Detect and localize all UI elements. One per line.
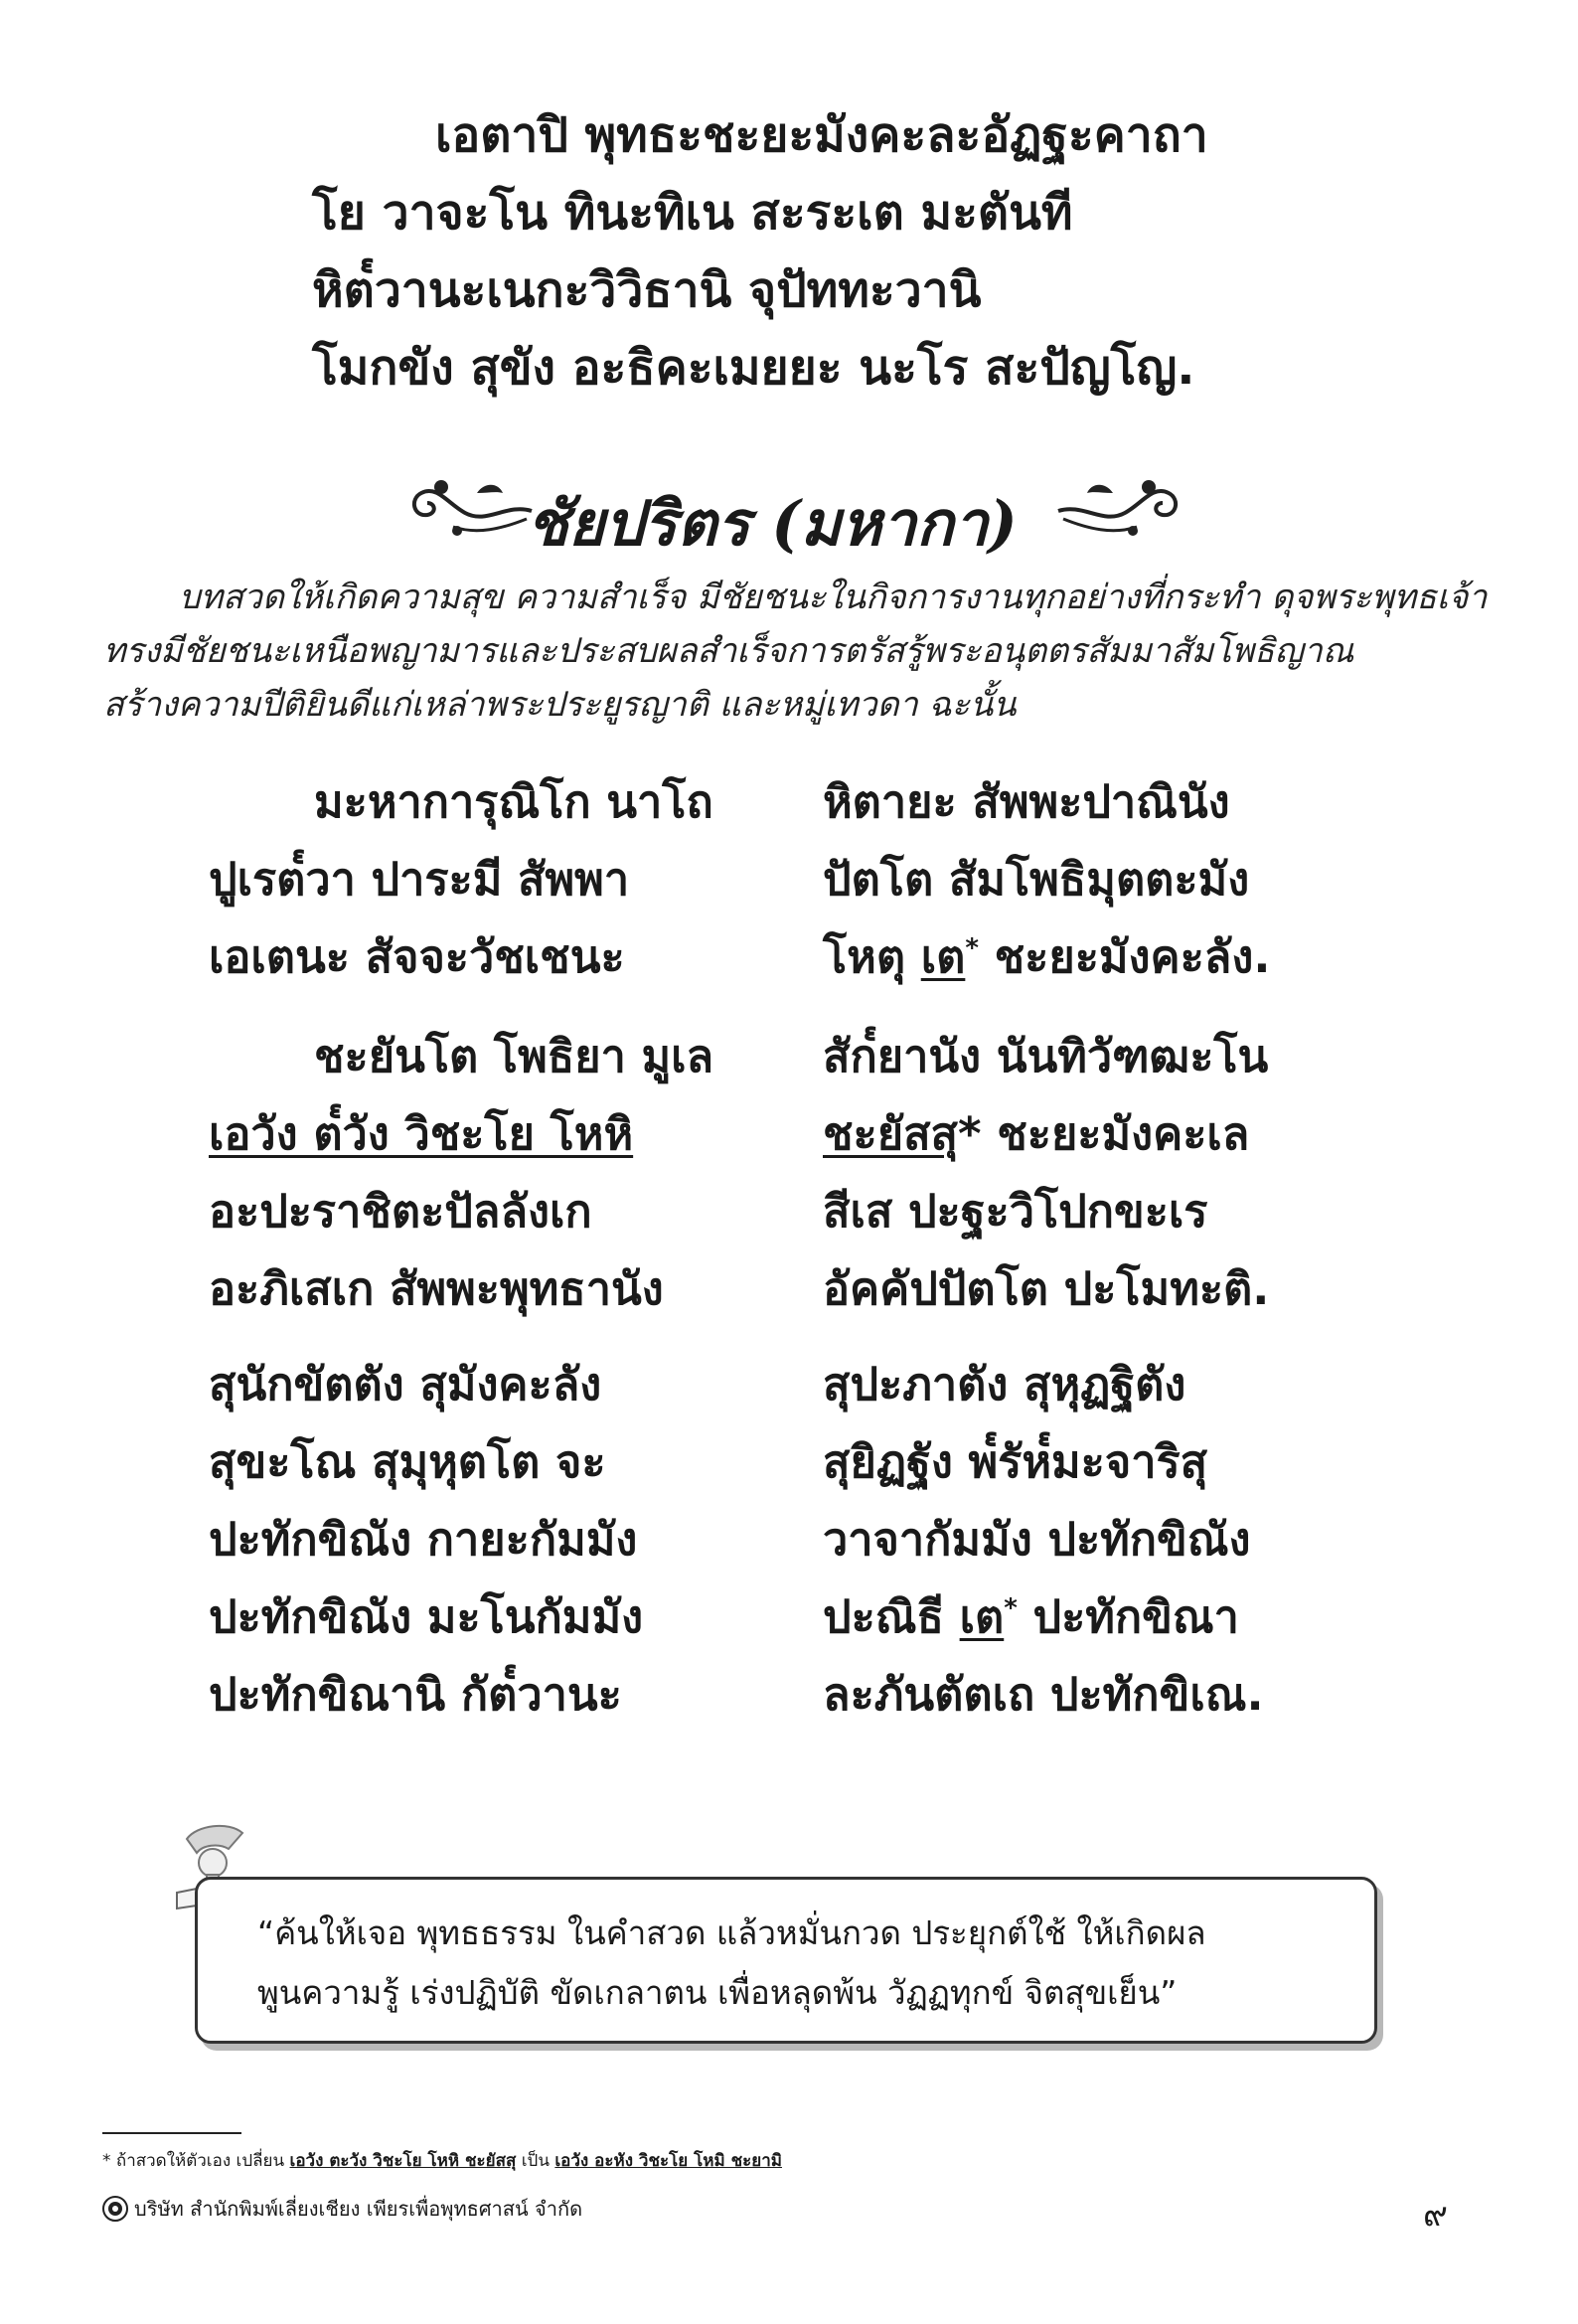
intro-line-1: บทสวดให้เกิดความสุข ความสำเร็จ มีชัยชนะในกิจการงานทุกอย่างที่กระทำ ดุจพระพุทธเจ้า [179,578,1488,617]
stanza2-left-line-2: เอวัง ต๎วัง วิชะโย โหหิ [209,1107,634,1160]
footnote [102,2147,782,2174]
stanza1-right-line-1: หิตายะ สัพพะปาณินัง [823,775,1230,828]
footnote-mark: * [1004,1593,1018,1623]
stanza2-right-line-2 [823,1107,1250,1160]
section-title: ชัยปริตร (มหากา) [527,487,1018,560]
verse-line-2: โย วาจะโน ทินะทิเน สะระเต มะตันที [312,185,1073,241]
underlined-substitution: ชะยัสสุ [823,1107,959,1160]
stanza2-right-line-1: สัก๎ยานัง นันทิวัฑฒะโน [823,1030,1269,1082]
footnote-mark: * [958,1107,982,1160]
footnote-original-phrase: เอวัง ตะวัง วิชะโย โหหิ ชะยัสสุ [289,2151,517,2171]
underlined-substitution: เต [959,1590,1005,1643]
stanza3-left-line-5: ปะทักขิณานิ กัต๎วานะ [209,1668,622,1721]
page-number: ๙ [1423,2195,1448,2235]
quote-line-1: “ค้นให้เจอ พุทธธรรม ในคำสวด แล้วหมั่นกวด ประยุกต์ใช้ ให้เกิดผล [257,1913,1206,1952]
footnote-replacement-phrase: เอวัง อะหัง วิชะโย โหมิ ชะยามิ [554,2151,782,2171]
stanza3-left-line-2: สุขะโณ สุมุหุตโต จะ [209,1435,606,1488]
stanza2-left-line-3: อะปะราชิตะปัลลังเก [209,1185,592,1238]
publisher-logo-icon [102,2196,128,2222]
verse-line-4: โมกขัง สุขัง อะธิคะเมยยะ นะโร สะปัญโญ. [312,340,1195,396]
section-heading [0,459,1578,559]
stanza3-left-line-1: สุนักขัตตัง สุมังคะลัง [209,1358,602,1411]
stanza1-left-line-2: ปูเรต๎วา ปาระมี สัพพา [209,853,630,906]
stanza3-left-line-4: ปะทักขิณัง มะโนกัมมัง [209,1590,644,1643]
stanza1-left-line-3: เอเตนะ สัจจะวัชเชนะ [209,930,625,983]
stanza2-right-line-4: อัคคัปปัตโต ปะโมทะติ. [823,1262,1270,1315]
stanza3-right-line-5: ละภันตัตเถ ปะทักขิเณ. [823,1668,1264,1721]
verse-line-1: เอตาปิ พุทธะชะยะมังคะละอัฏฐะคาถา [435,107,1208,163]
verse-line-3: หิต๎วานะเนกะวิวิธานิ จุปัททะวานิ [312,262,982,318]
stanza3-right-line-2: สุยิฏฐัง พ๎รัห๎มะจาริสุ [823,1435,1208,1488]
footnote-mark: * [965,933,979,963]
left-ornament-icon [407,473,537,543]
publisher-name: บริษัท สำนักพิมพ์เลี่ยงเชียง เพียรเพื่อพุทธศาสน์ จำกัด [134,2197,583,2221]
stanza2-left-line-4: อะภิเสเก สัพพะพุทธานัง [209,1262,664,1315]
text-segment: โหตุ [823,930,921,983]
right-ornament-icon [1053,473,1183,543]
intro-line-3: สร้างความปีติยินดีแก่เหล่าพระประยูรญาติ และหมู่เทวดา ฉะนั้น [103,685,1017,725]
text-segment: ชะยะมังคะเล [981,1107,1250,1160]
stanza2-left-line-1: ชะยันโต โพธิยา มูเล [314,1030,714,1082]
quote-box [195,1877,1377,2044]
underlined-substitution: เต [920,930,966,983]
stanza2-right-line-3: สีเส ปะฐะวิโปกขะเร [823,1185,1208,1238]
stanza1-left-line-1: มะหาการุณิโก นาโถ [314,775,713,828]
stanza3-right-line-4 [823,1590,1239,1643]
intro-line-2: ทรงมีชัยชนะเหนือพญามารและประสบผลสำเร็จการตรัสรู้พระอนุตตรสัมมาสัมโพธิญาณ [103,631,1354,671]
text-segment: ชะยะมังคะลัง. [978,930,1271,983]
quote-line-2: พูนความรู้ เร่งปฏิบัติ ขัดเกลาตน เพื่อหลุดพ้น วัฏฏทุกข์ จิตสุขเย็น” [257,1973,1178,2012]
footnote-middle: เป็น [516,2151,555,2171]
footnote-prefix: * ถ้าสวดให้ตัวเอง เปลี่ยน [102,2151,290,2171]
stanza3-right-line-1: สุปะภาตัง สุหุฏฐิตัง [823,1358,1186,1411]
publisher-footer [102,2193,582,2225]
footnote-divider [102,2132,241,2134]
text-segment: ปะทักขิณา [1017,1590,1239,1643]
stanza1-right-line-3 [823,930,1271,983]
stanza1-right-line-2: ปัตโต สัมโพธิมุตตะมัง [823,853,1250,906]
stanza3-left-line-3: ปะทักขิณัง กายะกัมมัง [209,1513,638,1566]
stanza3-right-line-3: วาจากัมมัง ปะทักขิณัง [823,1513,1251,1566]
text-segment: ปะณิธี [823,1590,960,1643]
